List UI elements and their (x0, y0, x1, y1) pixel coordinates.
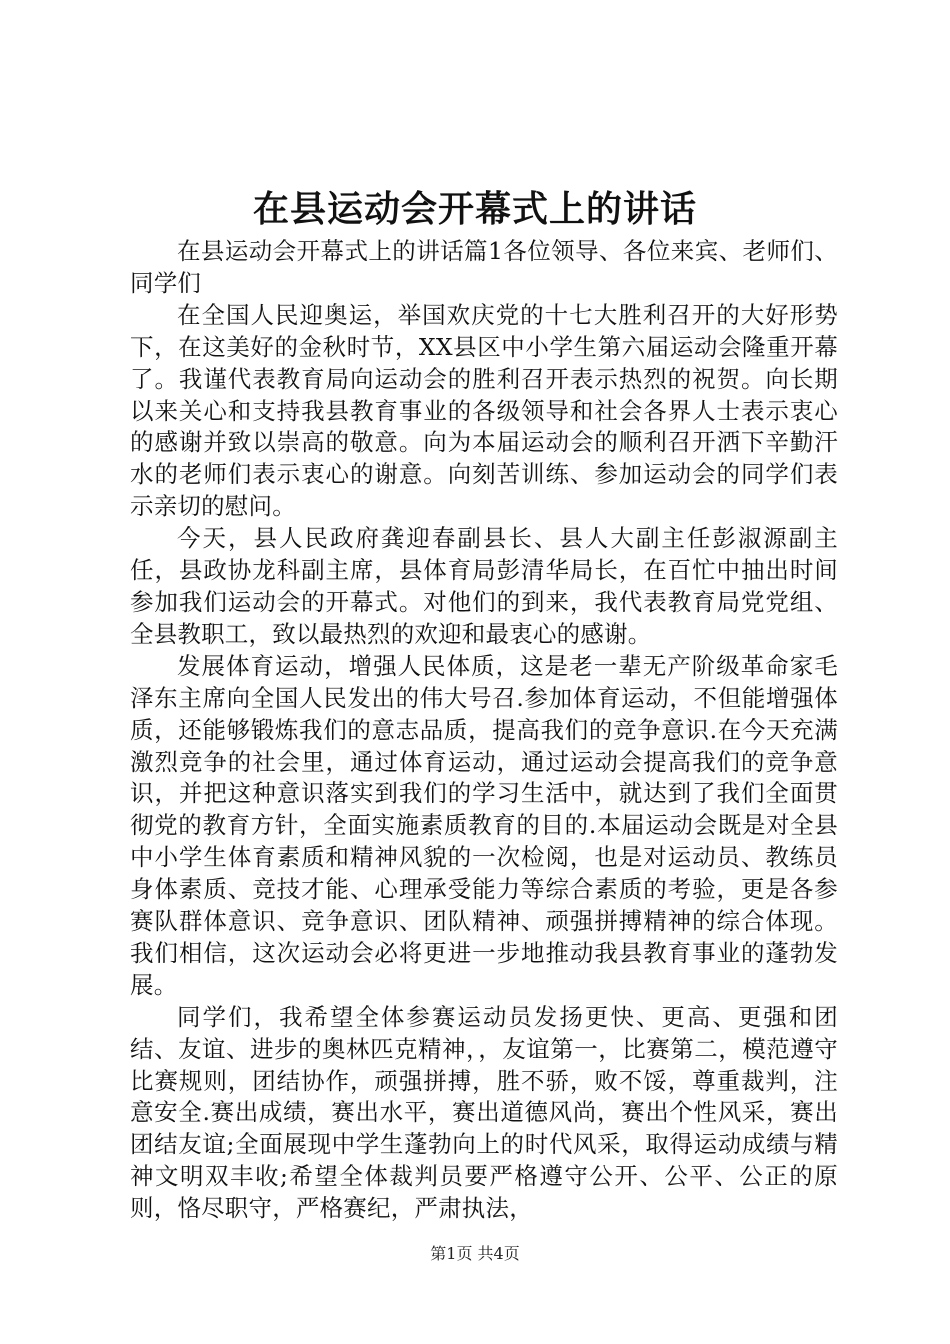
paragraph-2: 在全国人民迎奥运，举国欢庆党的十七大胜利召开的大好形势下，在这美好的金秋时节，XX县区中小学生第六届运动会隆重开幕了。我谨代表教育局向运动会的胜利召开表示热烈的祝贺。向长期以来关心和支持我县教育事业的各级领导和社会各界人士表示衷心的感谢并致以崇高的敬意。向为本届运动会的顺利召开洒下辛勤汗水的老师们表示衷心的谢意。向刻苦训练、参加运动会的同学们表示亲切的慰问。 (130, 300, 838, 521)
page-footer: 第1页 共4页 (430, 1244, 520, 1263)
document-title: 在县运动会开幕式上的讲话 (252, 188, 697, 230)
paragraph-5: 同学们，我希望全体参赛运动员发扬更快、更高、更强和团结、友谊、进步的奥林匹克精神，，友谊第一，比赛第二，模范遵守比赛规则，团结协作，顽强拼搏，胜不骄，败不馁，尊重裁判，注意安全.赛出成绩，赛出水平，赛出道德风尚，赛出个性风采，赛出团结友谊;全面展现中学生蓬勃向上的时代风采，取得运动成绩与精神文明双丰收;希望全体裁判员要严格遵守公开、公平、公正的原则，恪尽职守，严格赛纪，严肃执法， (130, 1002, 838, 1223)
paragraph-4: 发展体育运动，增强人民体质，这是老一辈无产阶级革命家毛泽东主席向全国人民发出的伟大号召.参加体育运动，不但能增强体质，还能够锻炼我们的意志品质，提高我们的竞争意识.在今天充满激烈竞争的社会里，通过体育运动，通过运动会提高我们的竞争意识，并把这种意识落实到我们的学习生活中，就达到了我们全面贯彻党的教育方针，全面实施素质教育的目的.本届运动会既是对全县中小学生体育素质和精神风貌的一次检阅，也是对运动员、教练员身体素质、竞技才能、心理承受能力等综合素质的考验，更是各参赛队群体意识、竞争意识、团队精神、顽强拼搏精神的综合体现。我们相信，这次运动会必将更进一步地推动我县教育事业的蓬勃发展。 (130, 651, 838, 999)
paragraph-3: 今天，县人民政府龚迎春副县长、县人大副主任彭淑源副主任，县政协龙科副主席，县体育局彭清华局长，在百忙中抽出时间参加我们运动会的开幕式。对他们的到来，我代表教育局党党组、全县教职工，致以最热烈的欢迎和最衷心的感谢。 (130, 524, 838, 648)
paragraph-1: 在县运动会开幕式上的讲话篇1各位领导、各位来宾、老师们、同学们 (130, 237, 838, 297)
document-body (130, 236, 838, 1225)
